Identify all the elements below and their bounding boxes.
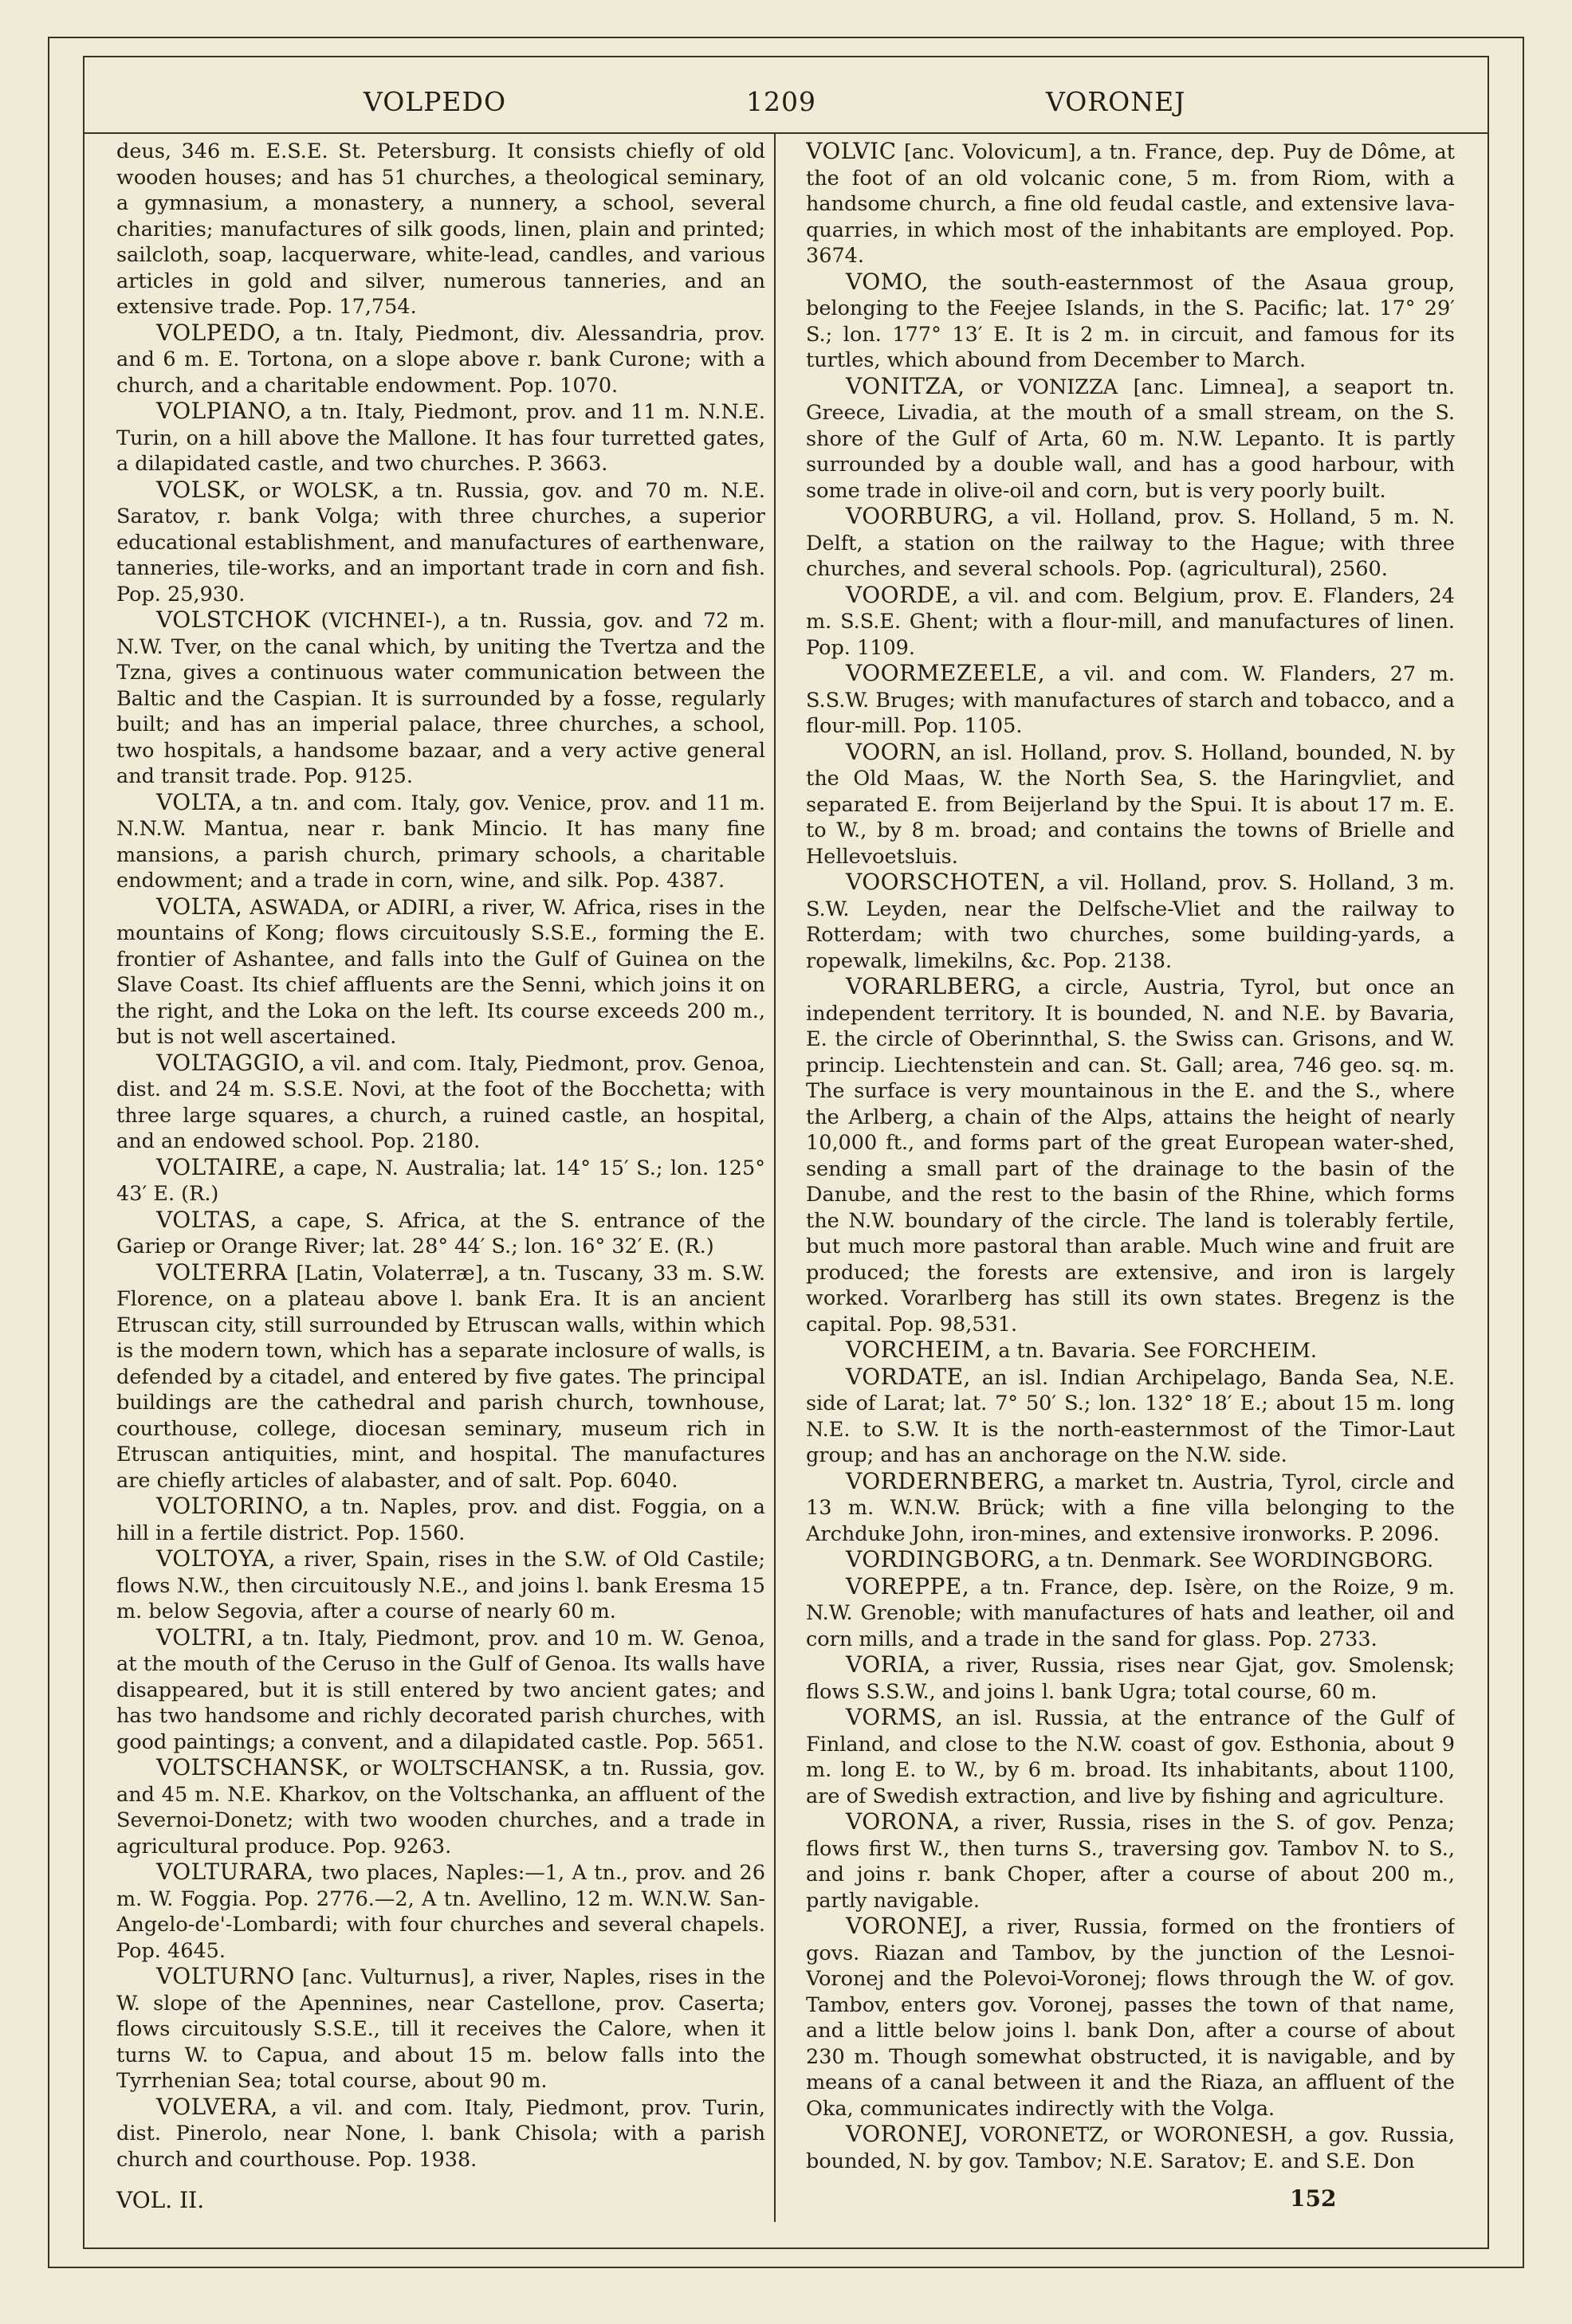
gazetteer-entry: [116, 1494, 765, 1546]
entry-text: a tn. and com. Italy, gov. Venice, prov. and 11 m. N.N.W. Mantua, near r. bank Mincio. It has many fine mansions, a parish church, primary schools, a charitable endowment; and a trade in corn, wine, and silk. Pop. 4387.: [116, 791, 765, 893]
entry-text: the south-easternmost of the Asaua group, belonging to the Feejee Islands, in the S. Pacific; lat. 17° 29′ S.; lon. 177° 13′ E. It is 2 m. in circuit, and famous for its turtles, which abound from December to March.: [806, 270, 1455, 372]
entry-text: a river, Russia, rises in the S. of gov. Penza; flows first W., then turns S., traversing gov. Tambov N. to S., and joins r. bank Choper, after a course of about 200 m., partly navigable.: [806, 1811, 1455, 1913]
entry-text: a tn. Italy, Piedmont, prov. and 10 m. W. Genoa, at the mouth of the Ceruso in the Gulf of Genoa. Its walls have disappeared, but it is still entered by two ancient gates; and has two handsome and richly decorated parish churches, with good paintings; a convent, and a dilapidated castle. Pop. 5651.: [116, 1626, 765, 1754]
entry-text: a tn. France, dep. Isère, on the Roize, 9 m. N.W. Grenoble; with manufactures of hats and leather, oil and corn mills, and a trade in the sand for glass. Pop. 2733.: [806, 1575, 1455, 1651]
gazetteer-entry: [806, 374, 1455, 504]
right-column: [806, 139, 1455, 2211]
entry-headword: VOLPEDO,: [156, 319, 282, 346]
gazetteer-entry: [806, 974, 1455, 1337]
entry-headword: VOORBURG,: [846, 503, 995, 529]
entry-text: or WOLTSCHANSK, a tn. Russia, gov. and 45 m. N.E. Kharkov, on the Voltschanka, an affluent of the Severnoi-Donetz; with two wooden churches, and a trade in agricultural produce. Pop. 9263.: [116, 1757, 765, 1859]
gazetteer-entry: [806, 583, 1455, 661]
entry-headword: VOORMEZEELE,: [846, 660, 1046, 686]
gazetteer-entry: [806, 1364, 1455, 1469]
entry-headword: VOMO,: [846, 268, 929, 295]
gazetteer-entry: [116, 1546, 765, 1625]
volume-label: VOL. II.: [116, 2187, 205, 2213]
entry-text: a circle, Austria, Tyrol, but once an independent territory. It is bounded, N. and N.E. by Bavaria, E. the circle of Oberinnthal, S. the Swiss can. Grisons, and W. princip. Liechtenstein and can. St. Gall; area, 746 geo. sq. m. The surface is very mountainous in the E. and the S., where the Arlberg, a chain of the Alps, attains the height of nearly 10,000 ft., and forms part of the great European water-shed, sending a small part of the drainage to the basin of the Danube, and the rest to the basin of the Rhine, which forms the N.W. boundary of the circle. The land is tolerably fertile, but much more pastoral than arable. Much wine and fruit are produced; the forests are extensive, and iron is largely worked. Vorarlberg has still its own states. Bregenz is the capital. Pop. 98,531.: [806, 976, 1455, 1337]
entry-text: VORONETZ, or WORONESH, a gov. Russia, bounded, N. by gov. Tambov; N.E. Saratov; E. and S.E. Don: [806, 2123, 1455, 2173]
gazetteer-entry: [116, 1260, 765, 1494]
entry-headword: VORONEJ,: [846, 1913, 969, 1939]
entry-text: a tn. Italy, Piedmont, div. Alessandria, prov. and 6 m. E. Tortona, on a slope above r. bank Curone; with a church, and a charitable endowment. Pop. 1070.: [116, 321, 765, 398]
gazetteer-entry: [806, 661, 1455, 740]
entry-headword: VORMS,: [846, 1704, 944, 1730]
entry-text: an isl. Indian Archipelago, Banda Sea, N.E. side of Larat; lat. 7° 50′ S.; lon. 132° 18′ E.; about 15 m. long N.E. to S.W. It is the north-easternmost of the Timor-Laut group; and has an anchorage on the N.W. side.: [806, 1365, 1455, 1467]
gazetteer-entry: [806, 1652, 1455, 1705]
entry-headword: VOLTERRA: [156, 1258, 288, 1286]
entry-text: an isl. Holland, prov. S. Holland, bounded, N. by the Old Maas, W. the North Sea, S. the Haringvliet, and separated E. from Beijerland by the Spui. It is about 17 m. E. to W., by 8 m. broad; and contains the towns of Brielle and Hellevoetsluis.: [806, 740, 1455, 869]
entry-headword: VOORSCHOTEN,: [846, 869, 1047, 895]
gazetteer-entry: [806, 1547, 1455, 1574]
entry-headword: VORONEJ,: [846, 2121, 969, 2147]
gazetteer-entry: [116, 1050, 765, 1155]
gazetteer-entry: [806, 269, 1455, 374]
entry-headword: VOLTAIRE,: [156, 1153, 286, 1180]
entry-headword: VORARLBERG,: [846, 973, 1023, 999]
entry-headword: VOREPPE,: [846, 1572, 970, 1600]
page-number: 1209: [746, 86, 816, 117]
gazetteer-entry: [806, 504, 1455, 583]
header-last-entry: VORONEJ: [1046, 86, 1186, 117]
gazetteer-entry: [806, 139, 1455, 269]
gazetteer-entry: [806, 1469, 1455, 1548]
entry-text: or WOLSK, a tn. Russia, gov. and 70 m. N.E. Saratov, r. bank Volga; with three churches, a superior educational establishment, and manufactures of earthenware, tanneries, tile-works, and an important trade in corn and fish. Pop. 25,930.: [116, 478, 765, 607]
entry-text: a tn. Naples, prov. and dist. Foggia, on a hill in a fertile district. Pop. 1560.: [116, 1495, 765, 1545]
entry-text: [Latin, Volaterræ], a tn. Tuscany, 33 m. S.W. Florence, on a plateau above l. bank Era. It is an ancient Etruscan city, still surrounded by Etruscan walls, within which is the modern town, which has a separate inclosure of walls, is defended by a citadel, and entered by five gates. The principal buildings are the cathedral and parish church, townhouse, courthouse, college, diocesan seminary, museum rich in Etruscan antiquities, mint, and hospital. The manufactures are chiefly articles of alabaster, and of salt. Pop. 6040.: [116, 1261, 765, 1493]
gazetteer-entry: [806, 1337, 1455, 1364]
gazetteer-entry: [116, 1859, 765, 1964]
entry-headword: VONITZA,: [846, 372, 965, 399]
gazetteer-entry: [116, 1755, 765, 1859]
signature-mark: 152: [1290, 2185, 1337, 2212]
entry-text: a tn. Denmark. See WORDINGBORG.: [1041, 1549, 1434, 1572]
entry-text: a vil. and com. Italy, Piedmont, prov. Turin, dist. Pinerolo, near None, l. bank Chisola; with a parish church and courthouse. Pop. 1938.: [116, 2095, 765, 2172]
entry-headword: VORDINGBORG,: [846, 1546, 1042, 1572]
entry-headword: VOLTURARA,: [156, 1859, 314, 1885]
column-divider: [774, 134, 776, 2222]
left-column: [116, 139, 765, 2211]
entry-text: a tn. Bavaria. See FORCHEIM.: [992, 1339, 1318, 1363]
entry-headword: VOLTSCHANSK,: [156, 1754, 350, 1780]
gazetteer-entry: [806, 2122, 1455, 2174]
entry-text: (VICHNEI-), a tn. Russia, gov. and 72 m. N.W. Tver, on the canal which, by uniting the Tvertza and the Tzna, gives a continuous water communication between the Baltic and the Caspian. It is surrounded by a fosse, regularly built; and has an imperial palace, three churches, a school, two hospitals, a handsome bazaar, and a very active general and transit trade. Pop. 9125.: [116, 609, 765, 788]
entry-headword: VOLTAGGIO,: [156, 1049, 306, 1076]
gazetteer-entry: [806, 1914, 1455, 2122]
entry-headword: VORIA,: [846, 1651, 931, 1678]
entry-headword: VOLTORINO,: [156, 1493, 310, 1519]
entry-text: deus, 346 m. E.S.E. St. Petersburg. It consists chiefly of old wooden houses; and has 51 churches, a theological seminary, a gymnasium, a monastery, a nunnery, a school, several charities; manufactures of silk goods, linen, plain and printed; sailcloth, soap, lacquerware, white-lead, candles, and various articles in gold and silver, numerous tanneries, and an extensive trade. Pop. 17,754.: [116, 139, 765, 319]
gazetteer-entry: [116, 607, 765, 790]
gazetteer-entry: [116, 1625, 765, 1756]
entry-text: [anc. Vulturnus], a river, Naples, rises in the W. slope of the Apennines, near Castellone, prov. Caserta; flows circuitously S.S.E., till it receives the Calore, when it turns W. to Capua, and about 15 m. below falls into the Tyrrhenian Sea; total course, about 90 m.: [116, 1965, 765, 2093]
gazetteer-entry: [116, 139, 765, 320]
entry-text: a cape, S. Africa, at the S. entrance of the Gariep or Orange River; lat. 28° 44′ S.; lon. 16° 32′ E. (R.): [116, 1208, 765, 1258]
entry-headword: VOLTAS,: [156, 1206, 257, 1233]
entry-headword: VORDATE,: [846, 1363, 971, 1390]
gazetteer-entry: [116, 894, 765, 1050]
entry-headword: VORDERNBERG,: [846, 1467, 1046, 1494]
entry-text: a market tn. Austria, Tyrol, circle and 13 m. W.N.W. Brück; with a fine villa belonging to the Archduke John, iron-mines, and extensive ironworks. P. 2096.: [806, 1470, 1455, 1546]
entry-headword: VOLSK,: [156, 476, 247, 503]
entry-headword: VOLTA,: [156, 788, 243, 815]
entry-headword: VORONA,: [846, 1808, 961, 1835]
gazetteer-entry: [806, 1809, 1455, 1914]
entry-text: an isl. Russia, at the entrance of the Gulf of Finland, and close to the N.W. coast of gov. Esthonia, about 9 m. long E. to W., by 6 m. broad. Its inhabitants, about 1100, are of Swedish extraction, and live by fishing and agriculture.: [806, 1706, 1455, 1808]
entry-text: a vil. Holland, prov. S. Holland, 5 m. N. Delft, a station on the railway to the Hague; with three churches, and several schools. Pop. (agricultural), 2560.: [806, 505, 1455, 581]
gazetteer-entry: [806, 1705, 1455, 1809]
entry-text: a vil. and com. Belgium, prov. E. Flanders, 24 m. S.S.E. Ghent; with a flour-mill, and manufactures of linen. Pop. 1109.: [806, 583, 1455, 660]
entry-headword: VOORDE,: [846, 581, 960, 608]
entry-text: a vil. and com. Italy, Piedmont, prov. Genoa, dist. and 24 m. S.S.E. Novi, at the foot of the Bocchetta; with three large squares, a church, a ruined castle, an hospital, and an endowed school. Pop. 2180.: [116, 1051, 765, 1153]
gazetteer-entry: [116, 1155, 765, 1207]
entry-headword: VOLPIANO,: [156, 398, 293, 424]
entry-headword: VOLTOYA,: [156, 1545, 277, 1572]
entry-text: a tn. Italy, Piedmont, prov. and 11 m. N.N.E. Turin, on a hill above the Mallone. It has four turretted gates, a dilapidated castle, and two churches. P. 3663.: [116, 400, 765, 476]
running-header: [83, 77, 1489, 124]
entry-headword: VORCHEIM,: [846, 1337, 992, 1363]
gazetteer-entry: [806, 740, 1455, 870]
entry-headword: VOLTRI,: [156, 1623, 254, 1651]
entry-text: a river, Spain, rises in the S.W. of Old Castile; flows N.W., then circuitously N.E., and joins l. bank Eresma 15 m. below Segovia, after a course of nearly 60 m.: [116, 1548, 765, 1623]
entry-headword: VOLTURNO: [156, 1963, 295, 1989]
entry-text: two places, Naples:—1, A tn., prov. and 26 m. W. Foggia. Pop. 2776.—2, A tn. Avellino, 12 m. W.N.W. San-Angelo-de'-Lombardi; with four churches and several chapels. Pop. 4645.: [116, 1861, 765, 1963]
entry-text: a vil. and com. W. Flanders, 27 m. S.S.W. Bruges; with manufactures of starch and tobacco, and a flour-mill. Pop. 1105.: [806, 662, 1455, 738]
gazetteer-entry: [116, 398, 765, 477]
entry-text: a river, Russia, rises near Gjat, gov. Smolensk; flows S.S.W., and joins l. bank Ugra; total course, 60 m.: [806, 1654, 1455, 1704]
gazetteer-entry: [116, 1964, 765, 2094]
entry-text: a river, Russia, formed on the frontiers of govs. Riazan and Tambov, by the junction of the Lesnoi-Voronej and the Polevoi-Voronej; flows through the W. of gov. Tambov, enters gov. Voronej, passes the town of that name, and a little below joins l. bank Don, after a course of about 230 m. Though somewhat obstructed, it is navigable, and by means of a canal between it and the Riaza, an affluent of the Oka, communicates indirectly with the Volga.: [806, 1915, 1455, 2121]
gazetteer-entry: [116, 477, 765, 608]
entry-headword: VOLVIC: [806, 139, 897, 164]
entry-text: or VONIZZA [anc. Limnea], a seaport tn. Greece, Livadia, at the mouth of a small stream, on the S. shore of the Gulf of Arta, 60 m. N.W. Lepanto. It is partly surrounded by a double wall, and has a good harbour, with some trade in olive-oil and corn, but is very poorly built.: [806, 375, 1455, 503]
entry-text: a cape, N. Australia; lat. 14° 15′ S.; lon. 125° 43′ E. (R.): [116, 1156, 765, 1206]
entry-headword: VOLSTCHOK: [156, 607, 311, 633]
header-first-entry: VOLPEDO: [364, 86, 507, 117]
entry-text: [anc. Volovicum], a tn. France, dep. Puy de Dôme, at the foot of an old volcanic cone, 5 m. from Riom, with a handsome church, a fine old feudal castle, and extensive lava-quarries, in which most of the inhabitants are employed. Pop. 3674.: [806, 140, 1455, 268]
entry-headword: VOLVERA,: [156, 2093, 278, 2120]
entry-text: a vil. Holland, prov. S. Holland, 3 m. S.W. Leyden, near the Delfsche-Vliet and the railway to Rotterdam; with two churches, some building-yards, a ropewalk, limekilns, &c. Pop. 2138.: [806, 871, 1455, 973]
gazetteer-entry: [116, 790, 765, 894]
gazetteer-entry: [806, 1574, 1455, 1653]
entry-headword: VOORN,: [846, 738, 943, 765]
gazetteer-entry: [806, 870, 1455, 974]
gazetteer-entry: [116, 2094, 765, 2173]
gazetteer-entry: [116, 320, 765, 399]
gazetteer-entry: [116, 1207, 765, 1260]
header-rule: [83, 132, 1489, 134]
entry-text: ASWADA, or ADIRI, a river, W. Africa, rises in the mountains of Kong; flows circuitously S.S.E., forming the E. frontier of Ashantee, and falls into the Gulf of Guinea on the Slave Coast. Its chief affluents are the Senni, which joins it on the right, and the Loka on the left. Its course exceeds 200 m., but is not well ascertained.: [116, 895, 765, 1049]
entry-headword: VOLTA,: [156, 893, 243, 920]
